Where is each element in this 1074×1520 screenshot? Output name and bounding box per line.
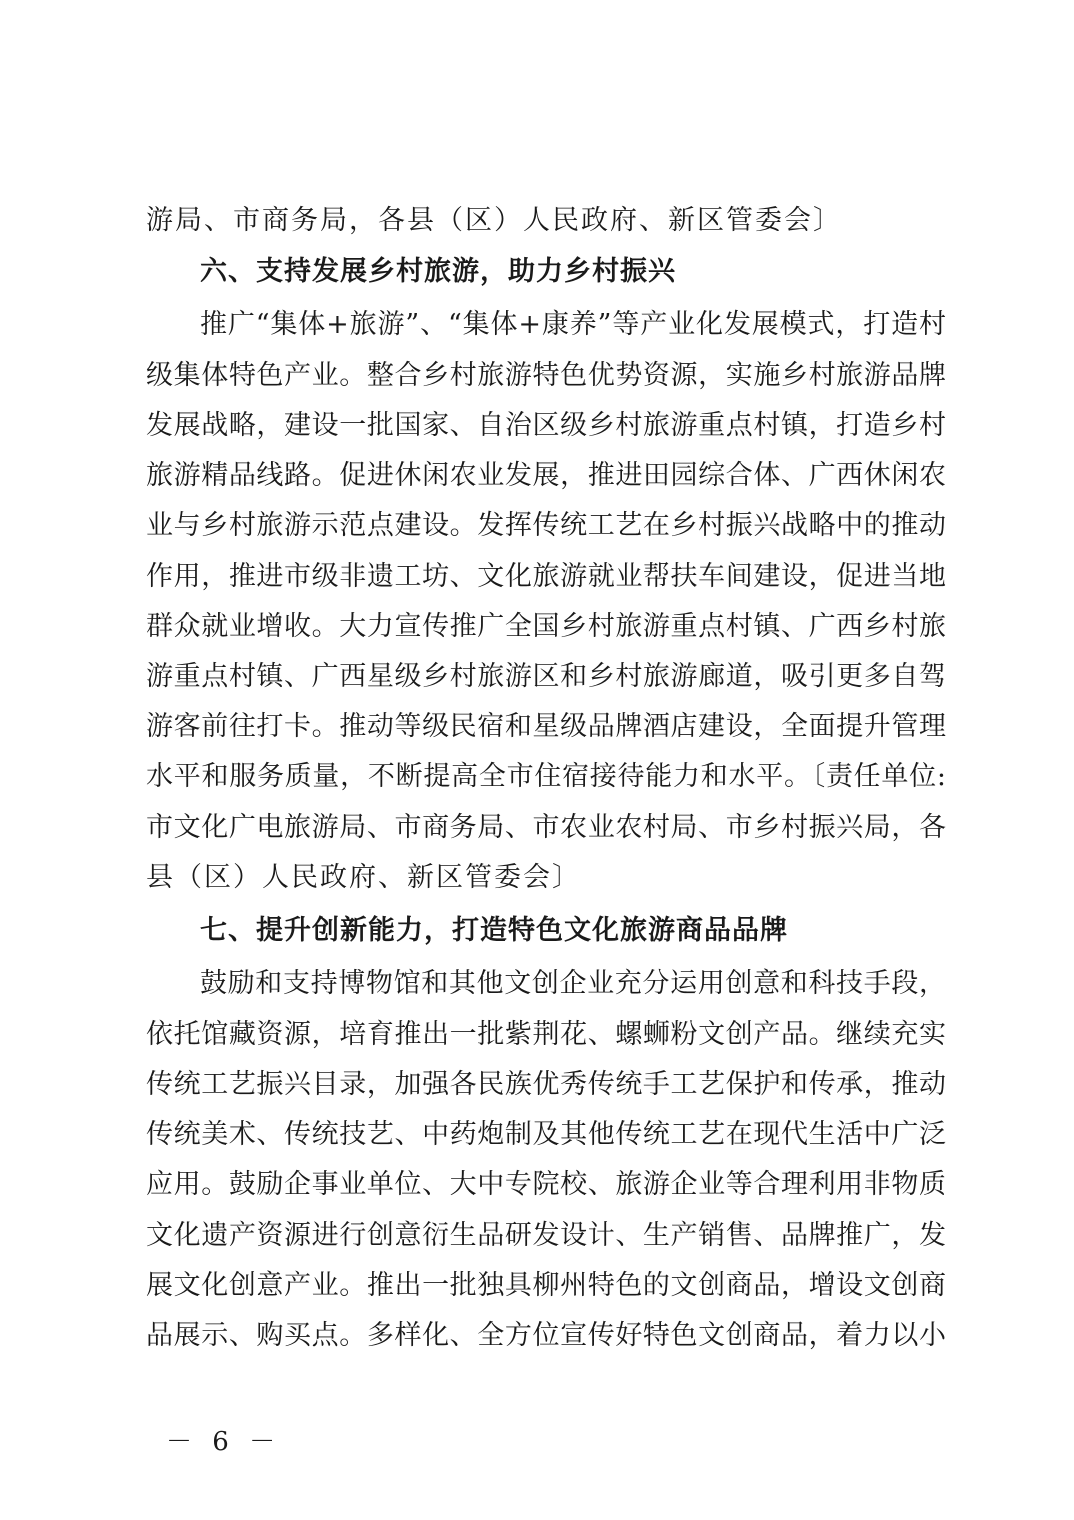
text-line: 群众就业增收。大力宣传推广全国乡村旅游重点村镇、广西乡村旅 (146, 611, 946, 642)
text-line: 作用，推进市级非遗工坊、文化旅游就业帮扶车间建设，促进当地 (146, 561, 946, 592)
text-line: 文化遗产资源进行创意衍生品研发设计、生产销售、品牌推广，发 (146, 1220, 946, 1251)
text-line: 游重点村镇、广西星级乡村旅游区和乡村旅游廊道，吸引更多自驾 (146, 661, 946, 692)
text-line: 品展示、购买点。多样化、全方位宣传好特色文创商品，着力以小 (146, 1320, 946, 1351)
text-line: 级集体特色产业。整合乡村旅游特色优势资源，实施乡村旅游品牌 (146, 360, 946, 391)
text-line: 鼓励和支持博物馆和其他文创企业充分运用创意和科技手段， (200, 968, 946, 999)
section-heading-7: 七、提升创新能力，打造特色文化旅游商品品牌 (200, 915, 788, 946)
text-line: 发展战略，建设一批国家、自治区级乡村旅游重点村镇，打造乡村 (146, 410, 946, 441)
text-line: 展文化创意产业。推出一批独具柳州特色的文创商品，增设文创商 (146, 1270, 946, 1301)
text-line: 县（区）人民政府、新区管委会〕 (146, 862, 581, 893)
text-line: 业与乡村旅游示范点建设。发挥传统工艺在乡村振兴战略中的推动 (146, 510, 946, 541)
text-line: 传统工艺振兴目录，加强各民族优秀传统手工艺保护和传承，推动 (146, 1069, 946, 1100)
text-line: 推广“集体+旅游”、“集体+康养”等产业化发展模式，打造村 (200, 309, 946, 340)
text-line: 旅游精品线路。促进休闲农业发展，推进田园综合体、广西休闲农 (146, 460, 946, 491)
text-line: 传统美术、传统技艺、中药炮制及其他传统工艺在现代生活中广泛 (146, 1119, 946, 1150)
page-number: － 6 － (166, 1427, 282, 1457)
text-line: 市文化广电旅游局、市商务局、市农业农村局、市乡村振兴局，各 (146, 812, 946, 843)
text-line: 水平和服务质量，不断提高全市住宿接待能力和水平。〔责任单位: (146, 761, 946, 792)
text-line: 应用。鼓励企事业单位、大中专院校、旅游企业等合理利用非物质 (146, 1169, 946, 1200)
text-line: 依托馆藏资源，培育推出一批紫荆花、螺蛳粉文创产品。继续充实 (146, 1019, 946, 1050)
text-line: 游局、市商务局，各县（区）人民政府、新区管委会〕 (146, 205, 842, 236)
section-heading-6: 六、支持发展乡村旅游，助力乡村振兴 (200, 256, 676, 287)
text-line: 游客前往打卡。推动等级民宿和星级品牌酒店建设，全面提升管理 (146, 711, 946, 742)
